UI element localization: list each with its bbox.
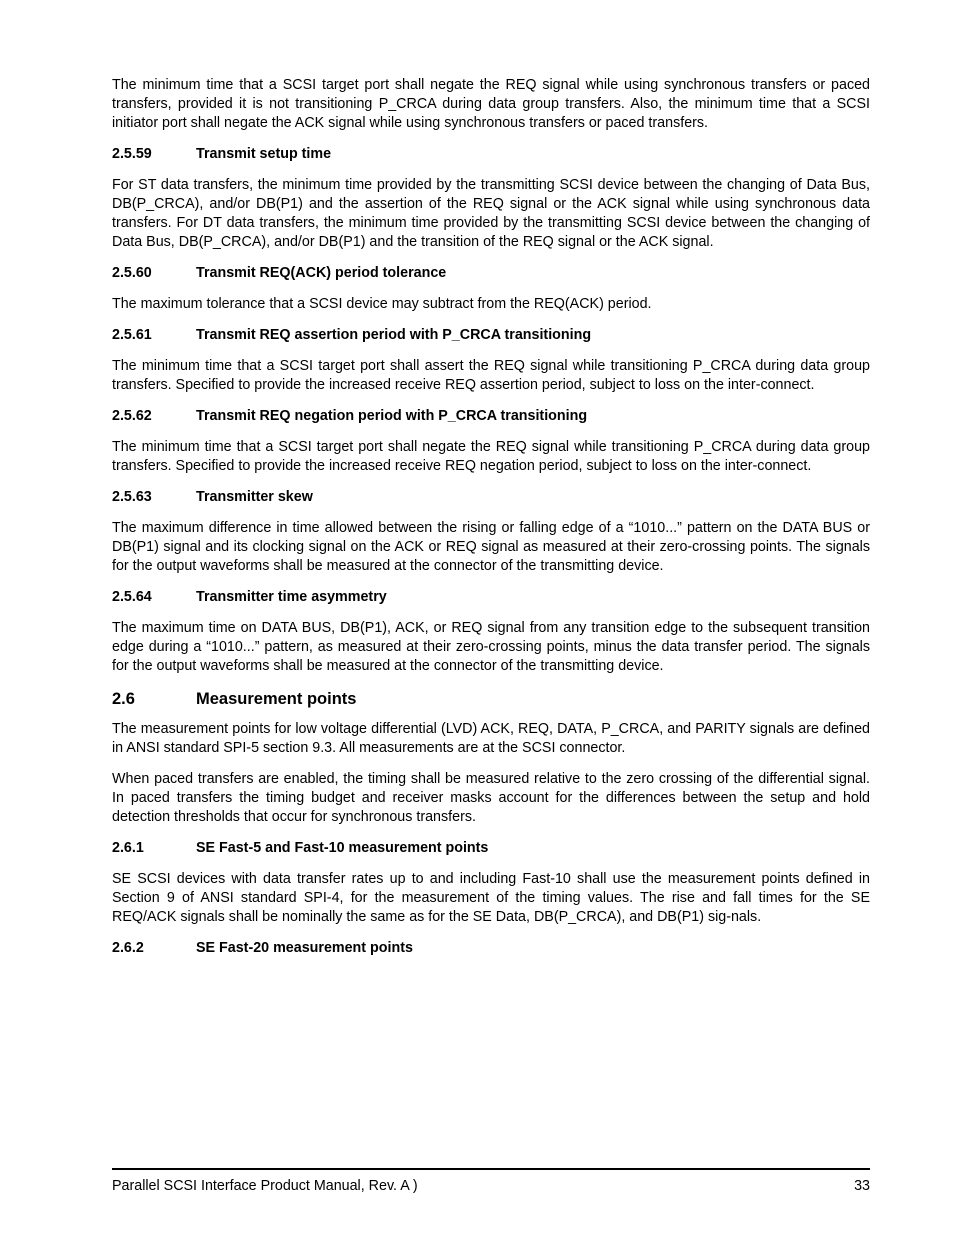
section-title: Transmitter time asymmetry bbox=[196, 589, 387, 605]
section-number: 2.5.59 bbox=[112, 146, 152, 162]
section-heading-2-5-61 bbox=[112, 326, 870, 345]
document-body bbox=[112, 76, 870, 970]
paragraph: The maximum tolerance that a SCSI device may subtract from the REQ(ACK) period. bbox=[112, 296, 652, 312]
section-title: SE Fast-5 and Fast-10 measurement points bbox=[196, 840, 489, 856]
paragraph: The minimum time that a SCSI target port shall assert the REQ signal while transitioning P_CRCA during data group transfers. Specified to provide the increased receive REQ assertion period, subject to loss on the inter-connect. bbox=[112, 358, 870, 393]
page-number: 33 bbox=[854, 1178, 870, 1194]
paragraph: The maximum time on DATA BUS, DB(P1), ACK, or REQ signal from any transition edge to the subsequent transition edge during a “1010...” pattern, as measured at their zero-crossing points, minus the data transfer period. The signals for the output waveforms shall be measured at the connector of the transmitting device. bbox=[112, 620, 870, 674]
section-number: 2.5.62 bbox=[112, 408, 152, 424]
section-title: Transmit REQ assertion period with P_CRCA transitioning bbox=[196, 327, 592, 343]
section-heading-2-5-60 bbox=[112, 264, 870, 283]
footer-title: Parallel SCSI Interface Product Manual, Rev. A ) bbox=[112, 1178, 418, 1194]
section-number: 2.5.63 bbox=[112, 489, 152, 505]
section-heading-2-6 bbox=[112, 688, 870, 710]
section-title: Transmit REQ negation period with P_CRCA transitioning bbox=[196, 408, 588, 424]
page-footer bbox=[112, 1168, 870, 1194]
section-number: 2.6.1 bbox=[112, 840, 144, 856]
paragraph: The minimum time that a SCSI target port shall negate the REQ signal while transitioning P_CRCA during data group transfers. Specified to provide the increased receive REQ negation period, subject to loss on the inter-connect. bbox=[112, 439, 870, 474]
section-title: Transmit setup time bbox=[196, 146, 332, 162]
section-heading-2-6-1 bbox=[112, 839, 870, 858]
paragraph: SE SCSI devices with data transfer rates up to and including Fast-10 shall use the measurement points defined in Section 9 of ANSI standard SPI-4, for the measurement of the timing values. The rise and fall times for the SE REQ/ACK signals shall be nominally the same as for the SE Data, DB(P_CRCA), and DB(P1) sig-nals. bbox=[112, 871, 870, 925]
section-title: Measurement points bbox=[196, 690, 357, 708]
section-number: 2.5.61 bbox=[112, 327, 152, 343]
section-heading-2-5-62 bbox=[112, 407, 870, 426]
section-title: Transmitter skew bbox=[196, 489, 313, 505]
section-title: SE Fast-20 measurement points bbox=[196, 940, 413, 956]
section-number: 2.6 bbox=[112, 690, 135, 708]
section-heading-2-5-64 bbox=[112, 588, 870, 607]
paragraph: The measurement points for low voltage differential (LVD) ACK, REQ, DATA, P_CRCA, and PARITY signals are defined in ANSI standard SPI-5 section 9.3. All measurements are at the SCSI connector. bbox=[112, 721, 870, 756]
section-number: 2.5.60 bbox=[112, 265, 152, 281]
section-heading-2-5-59 bbox=[112, 145, 870, 164]
paragraph: The minimum time that a SCSI target port shall negate the REQ signal while using synchronous transfers or paced transfers, provided it is not transitioning P_CRCA during data group transfers. Also, the minimum time that a SCSI initiator port shall negate the ACK signal while using synchronous transfers or paced transfers. bbox=[112, 77, 870, 131]
section-heading-2-6-2 bbox=[112, 939, 870, 958]
section-title: Transmit REQ(ACK) period tolerance bbox=[196, 265, 447, 281]
section-number: 2.5.64 bbox=[112, 589, 152, 605]
paragraph: The maximum difference in time allowed between the rising or falling edge of a “1010...” pattern on the DATA BUS or DB(P1) signal and its clocking signal on the ACK or REQ signal as measured at their zero-crossing points. The signals for the output waveforms shall be measured at the connector of the transmitting device. bbox=[112, 520, 870, 574]
section-heading-2-5-63 bbox=[112, 488, 870, 507]
paragraph: When paced transfers are enabled, the timing shall be measured relative to the zero crossing of the differential signal. In paced transfers the timing budget and receiver masks account for the differences between the setup and hold detection thresholds that occur for synchronous transfers. bbox=[112, 771, 870, 825]
section-number: 2.6.2 bbox=[112, 940, 144, 956]
paragraph: For ST data transfers, the minimum time provided by the transmitting SCSI device between the changing of Data Bus, DB(P_CRCA), and/or DB(P1) and the assertion of the REQ signal or the ACK signal while using synchronous data transfers. For DT data transfers, the minimum time provided by the transmitting SCSI device between the changing of Data Bus, DB(P_CRCA), and/or DB(P1) and the transition of the REQ signal or the ACK signal. bbox=[112, 177, 870, 250]
